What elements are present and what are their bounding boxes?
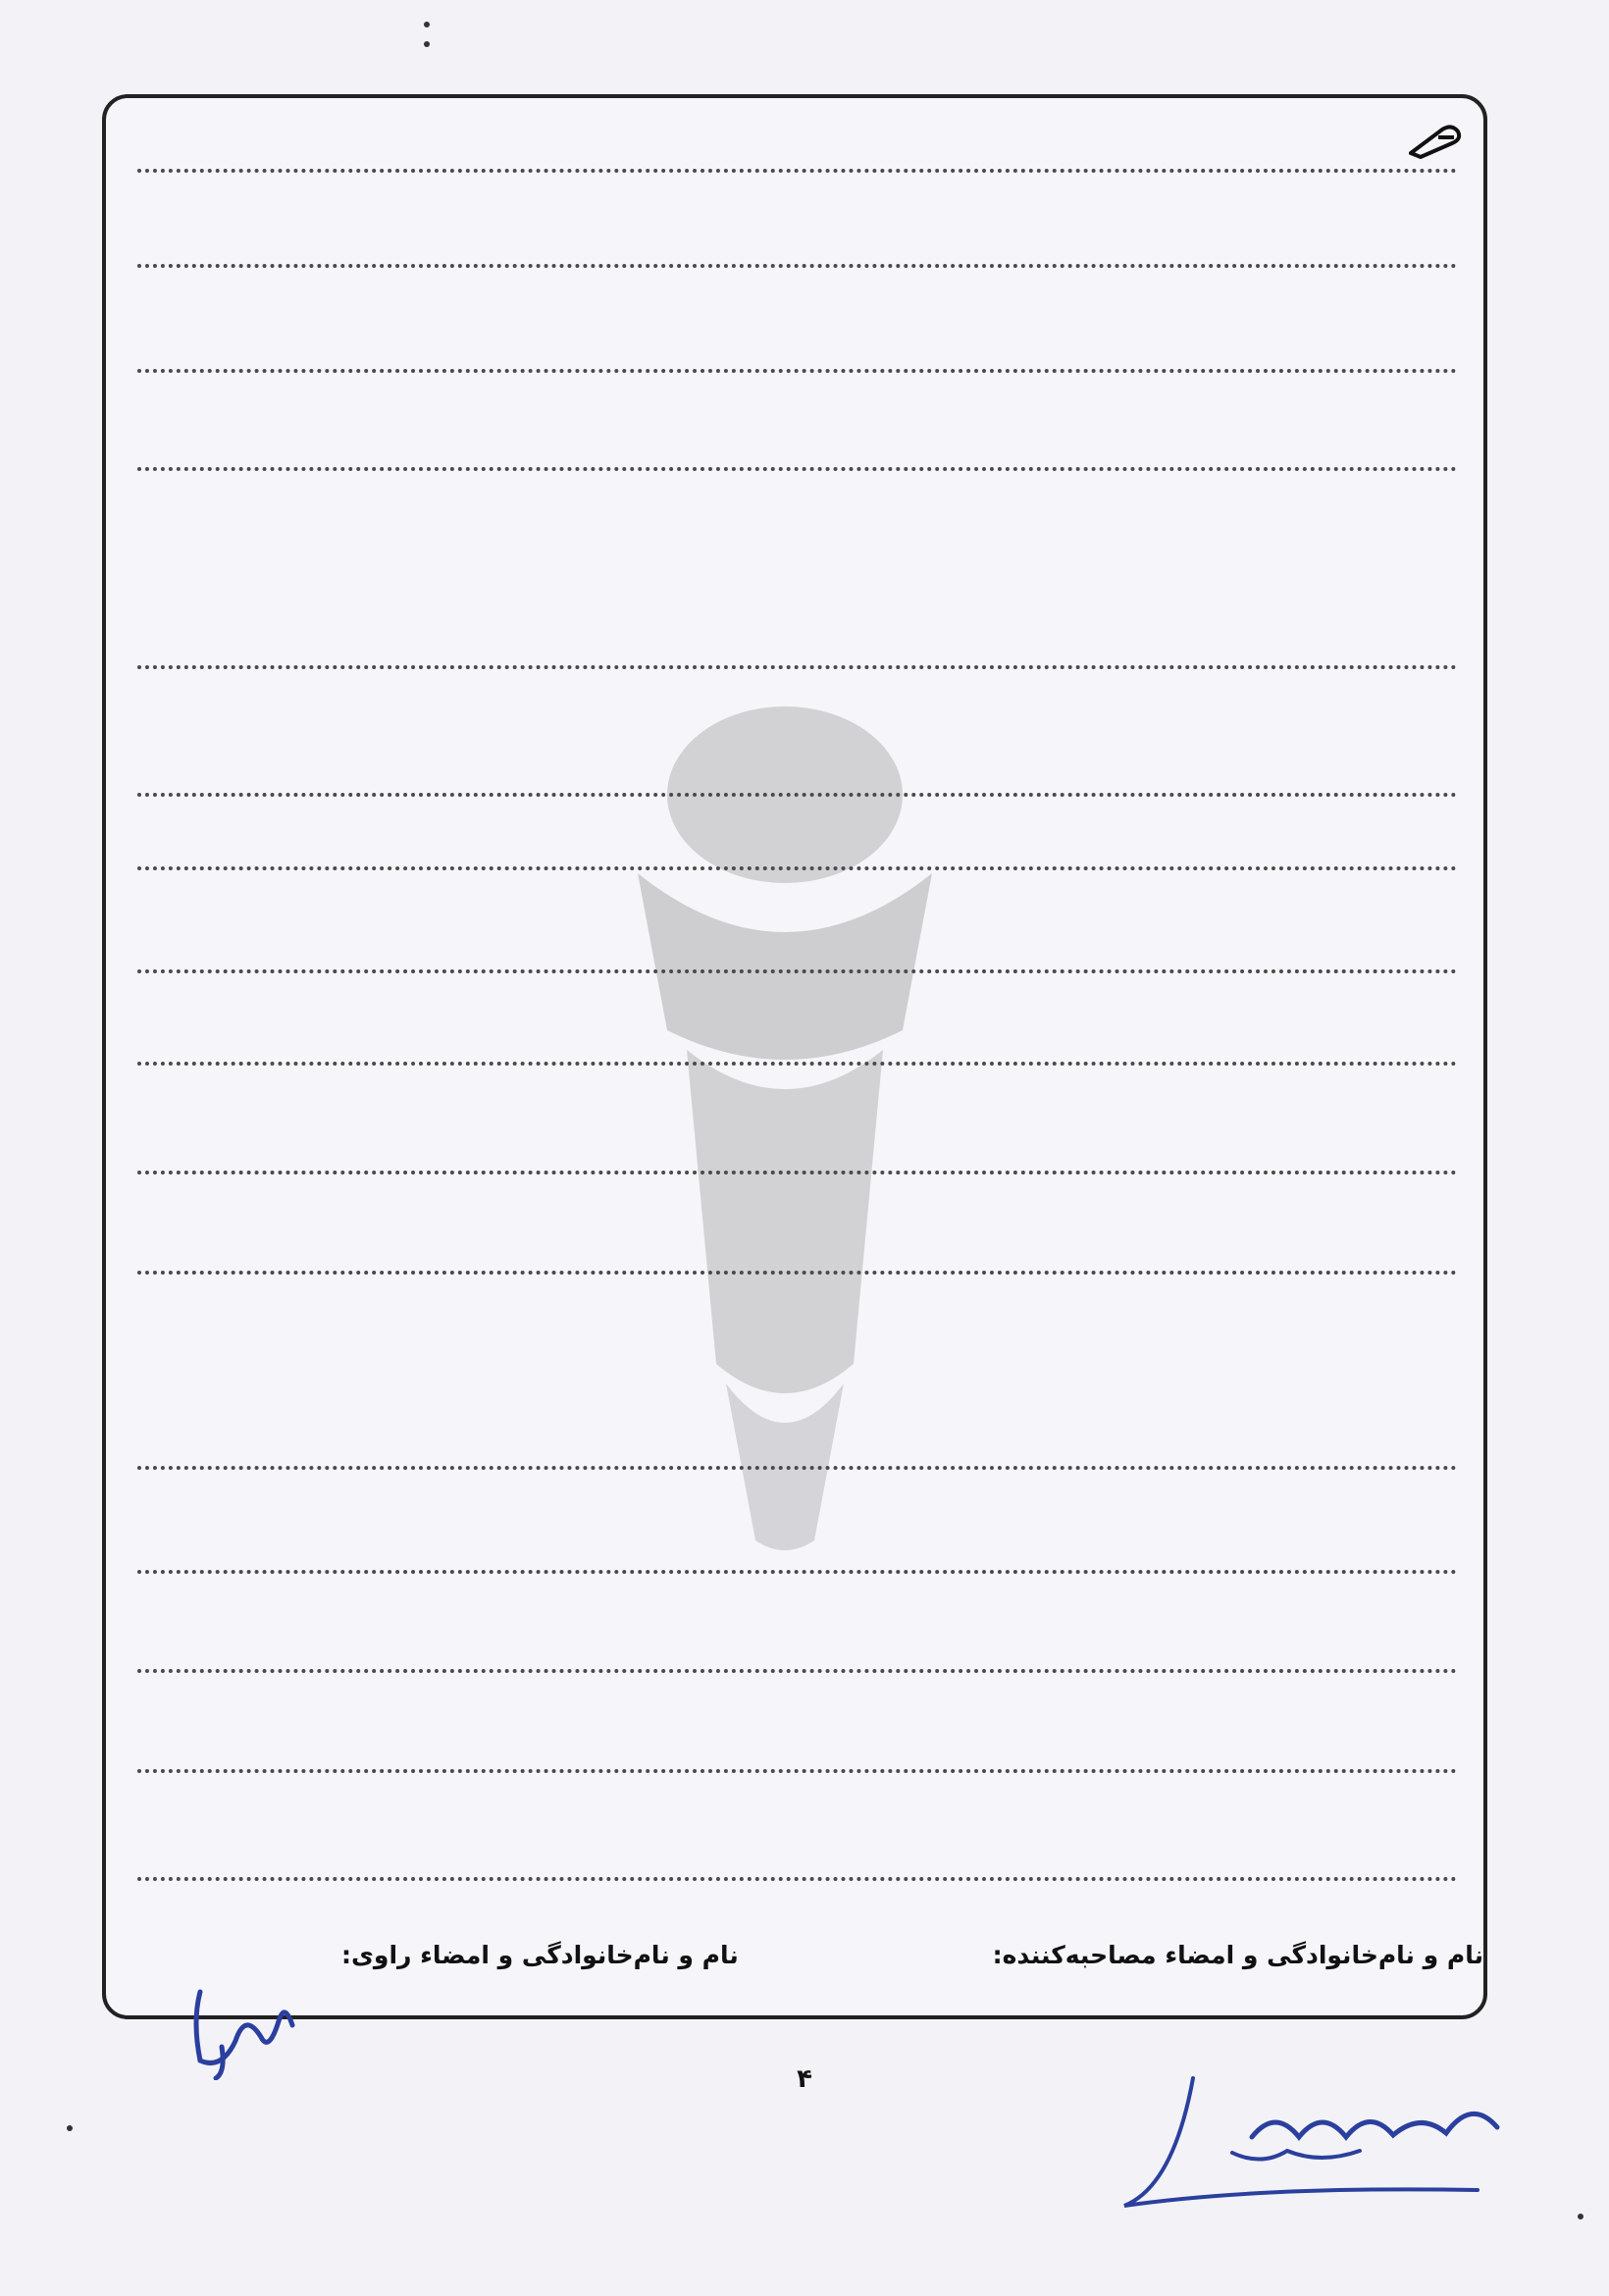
scan-speck: [424, 41, 430, 47]
narrator-signature-label: نام و نام‌خانوادگی و امضاء راوی:: [341, 1941, 739, 1969]
writing-line: [137, 467, 1457, 471]
writing-line: [137, 1877, 1457, 1881]
writing-line: [137, 1171, 1457, 1174]
scan-speck: [424, 22, 430, 27]
page-number: ۴: [797, 2064, 812, 2094]
scan-speck: [67, 2125, 73, 2131]
writing-line: [137, 1769, 1457, 1773]
writing-line: [137, 169, 1457, 173]
writing-line: [137, 369, 1457, 373]
writing-line: [137, 1271, 1457, 1275]
watermark-emblem: [579, 677, 991, 1560]
writing-line: [137, 793, 1457, 797]
writing-line: [137, 866, 1457, 870]
writing-line: [137, 1570, 1457, 1574]
pen-icon: [1409, 124, 1464, 159]
interviewer-signature-label: نام و نام‌خانوادگی و امضاء مصاحبه‌کننده:: [992, 1941, 1483, 1969]
writing-line: [137, 1062, 1457, 1066]
writing-line: [137, 264, 1457, 268]
writing-line: [137, 1669, 1457, 1673]
writing-line: [137, 1466, 1457, 1470]
writing-line: [137, 665, 1457, 669]
writing-line: [137, 969, 1457, 973]
interviewer-signature: [1065, 2068, 1517, 2216]
scan-speck: [1578, 2214, 1583, 2219]
